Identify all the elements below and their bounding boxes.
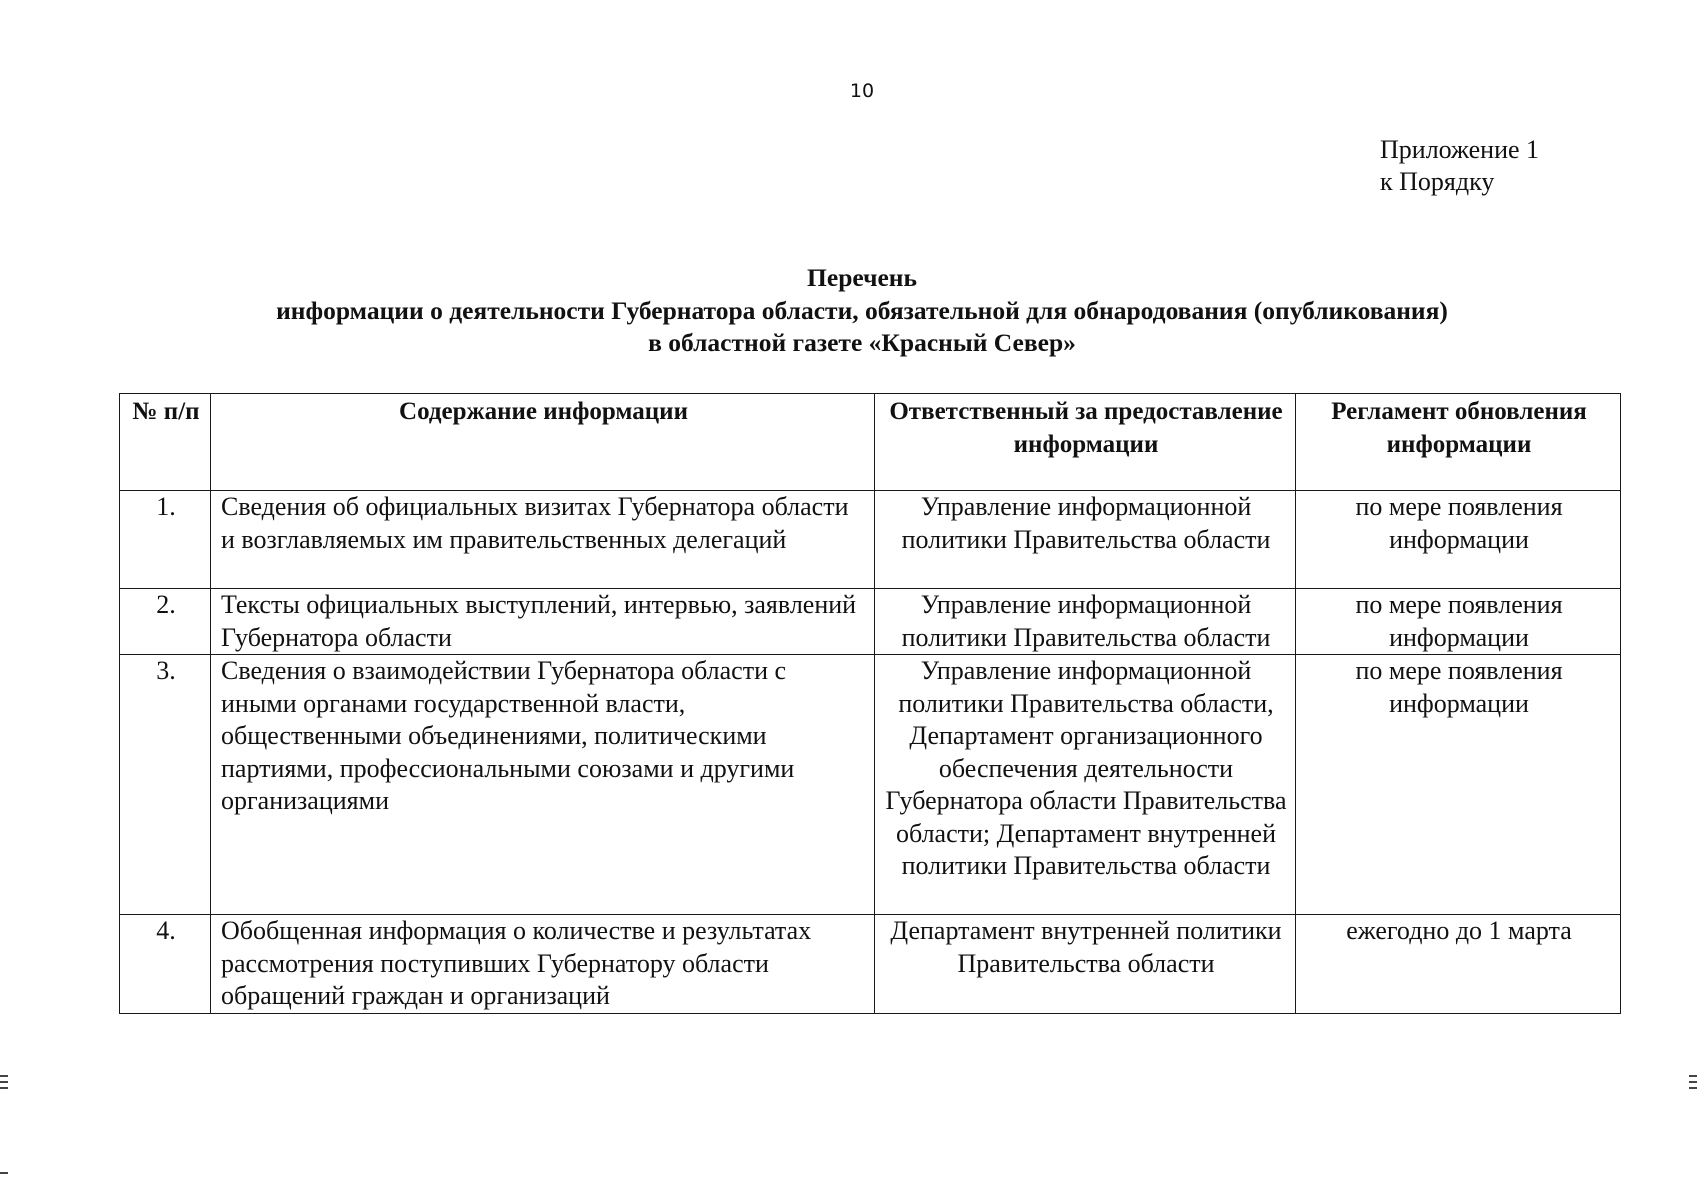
scan-margin-mark — [0, 1172, 8, 1174]
title-line-3: в областной газете «Красный Север» — [648, 328, 1076, 357]
scan-margin-mark — [0, 1081, 8, 1083]
row-schedule: по мере появления информации — [1296, 491, 1621, 589]
appendix-line-1: Приложение 1 — [1380, 135, 1540, 164]
table-row — [120, 915, 1621, 1014]
table-row — [120, 491, 1621, 589]
scan-margin-mark — [1689, 1081, 1697, 1083]
row-responsible: Департамент внутренней политики Правительства области — [875, 915, 1296, 1014]
title-line-2: информации о деятельности Губернатора области, обязательной для обнародования (опубликования) — [276, 295, 1448, 325]
row-content: Сведения о взаимодействии Губернатора области с иными органами государственной власти, общественными объединениями, политическими партиями, профессиональными союзами и другими организациями — [211, 655, 875, 915]
row-content: Тексты официальных выступлений, интервью, заявлений Губернатора области — [211, 589, 875, 655]
table-header-row — [120, 394, 1621, 491]
title-line-1: Перечень — [807, 263, 917, 292]
page-number: 10 — [849, 80, 875, 102]
row-content: Сведения об официальных визитах Губернатора области и возглавляемых им правительственных делегаций — [211, 491, 875, 589]
row-responsible: Управление информационной политики Правительства области — [875, 491, 1296, 589]
row-schedule: по мере появления информации — [1296, 655, 1621, 915]
document-title — [150, 262, 1574, 360]
header-schedule: Регламент обновления информации — [1296, 394, 1621, 491]
row-number: 4. — [120, 915, 211, 1014]
scan-margin-mark — [1689, 1087, 1697, 1089]
row-schedule: ежегодно до 1 марта — [1296, 915, 1621, 1014]
row-responsible: Управление информационной политики Правительства области — [875, 589, 1296, 655]
scan-margin-mark — [0, 1075, 8, 1077]
appendix-line-2: к Порядку — [1380, 167, 1495, 196]
row-number: 3. — [120, 655, 211, 915]
header-responsible: Ответственный за предоставление информации — [875, 394, 1296, 491]
row-responsible: Управление информационной политики Правительства области, Департамент организационного обеспечения деятельности Губернатора области Правительства области; Департамент внутренней политики Правительства области — [875, 655, 1296, 915]
table-row — [120, 655, 1621, 915]
scan-margin-mark — [0, 1087, 8, 1089]
row-number: 2. — [120, 589, 211, 655]
header-content: Содержание информации — [211, 394, 875, 491]
row-schedule: по мере появления информации — [1296, 589, 1621, 655]
header-num: № п/п — [120, 394, 211, 491]
table-row — [120, 589, 1621, 655]
row-number: 1. — [120, 491, 211, 589]
scan-margin-mark — [1689, 1075, 1697, 1077]
row-content: Обобщенная информация о количестве и результатах рассмотрения поступивших Губернатору области обращений граждан и организаций — [211, 915, 875, 1014]
information-table — [119, 393, 1621, 1014]
appendix-reference — [1380, 134, 1539, 198]
